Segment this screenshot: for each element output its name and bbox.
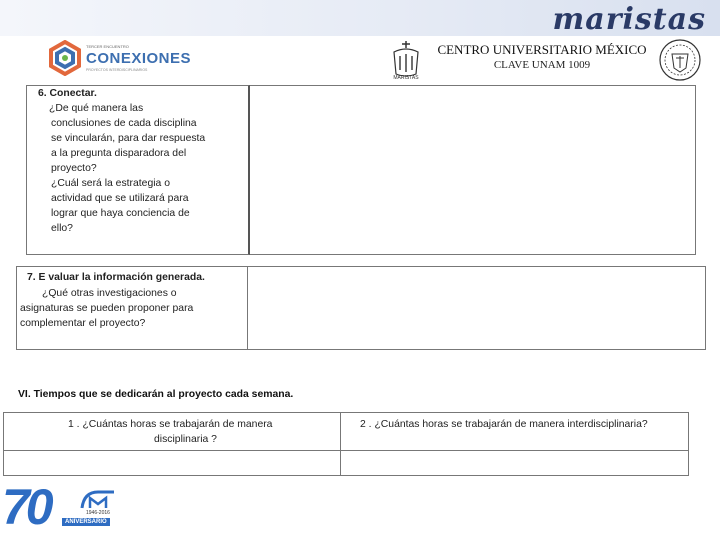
- time-q2-answer[interactable]: [340, 450, 689, 476]
- section6-line: lograr que haya conciencia de: [51, 208, 190, 219]
- clave-unam: CLAVE UNAM 1009: [493, 59, 591, 71]
- conexiones-logo-icon: [48, 40, 82, 76]
- logo-subtitle: PROYECTOS INTERDISCIPLINARIOS: [86, 68, 148, 72]
- time-q1-line1: 1 . ¿Cuántas horas se trabajarán de manera: [68, 419, 273, 430]
- svg-text:MARISTAS: MARISTAS: [393, 75, 419, 80]
- time-q1-answer[interactable]: [3, 450, 341, 476]
- anniversary-label: ANIVERSARIO: [62, 518, 110, 526]
- section7-title: 7. E valuar la información generada.: [27, 272, 205, 283]
- section6-line: se vincularán, para dar respuesta: [51, 133, 206, 144]
- section6-line: ¿Cuál será la estrategia o: [51, 178, 170, 189]
- section7-line: asignaturas se pueden proponer para: [20, 303, 194, 314]
- section-vi-heading: VI. Tiempos que se dedicarán al proyecto cada semana.: [18, 389, 294, 400]
- anniversary-years: 1946-2016: [86, 510, 110, 516]
- anniversary-number: 70: [2, 479, 50, 535]
- section7-line: ¿Qué otras investigaciones o: [42, 288, 177, 299]
- maristas-crest-icon: [388, 38, 424, 80]
- section6-line: ¿De qué manera las: [49, 103, 144, 114]
- section7-answer-cell[interactable]: [247, 266, 706, 350]
- time-q1-line2: disciplinaria ?: [154, 434, 217, 445]
- section6-answer-cell[interactable]: [249, 85, 696, 255]
- anniversary-logo: [0, 479, 130, 536]
- section6-title: 6. Conectar.: [38, 88, 97, 99]
- time-q2-text: 2 . ¿Cuántas horas se trabajarán de manera interdisciplinaria?: [360, 419, 648, 430]
- logo-small-text: TERCER ENCUENTRO: [86, 44, 129, 49]
- unam-seal-icon: [658, 38, 702, 82]
- university-title: CENTRO UNIVERSITARIO MÉXICO: [437, 42, 647, 57]
- section6-line: conclusiones de cada disciplina: [51, 118, 197, 129]
- section6-line: actividad que se utilizará para: [51, 193, 189, 204]
- logo-name: CONEXIONES: [86, 50, 192, 67]
- section6-line: ello?: [51, 223, 73, 234]
- maristas-wordmark: maristas: [552, 2, 706, 37]
- section6-line: a la pregunta disparadora del: [51, 148, 187, 159]
- conexiones-logo: [48, 40, 192, 76]
- section7-line: complementar el proyecto?: [20, 318, 146, 329]
- cum-emblem-icon: [78, 488, 118, 512]
- section6-line: proyecto?: [51, 163, 97, 174]
